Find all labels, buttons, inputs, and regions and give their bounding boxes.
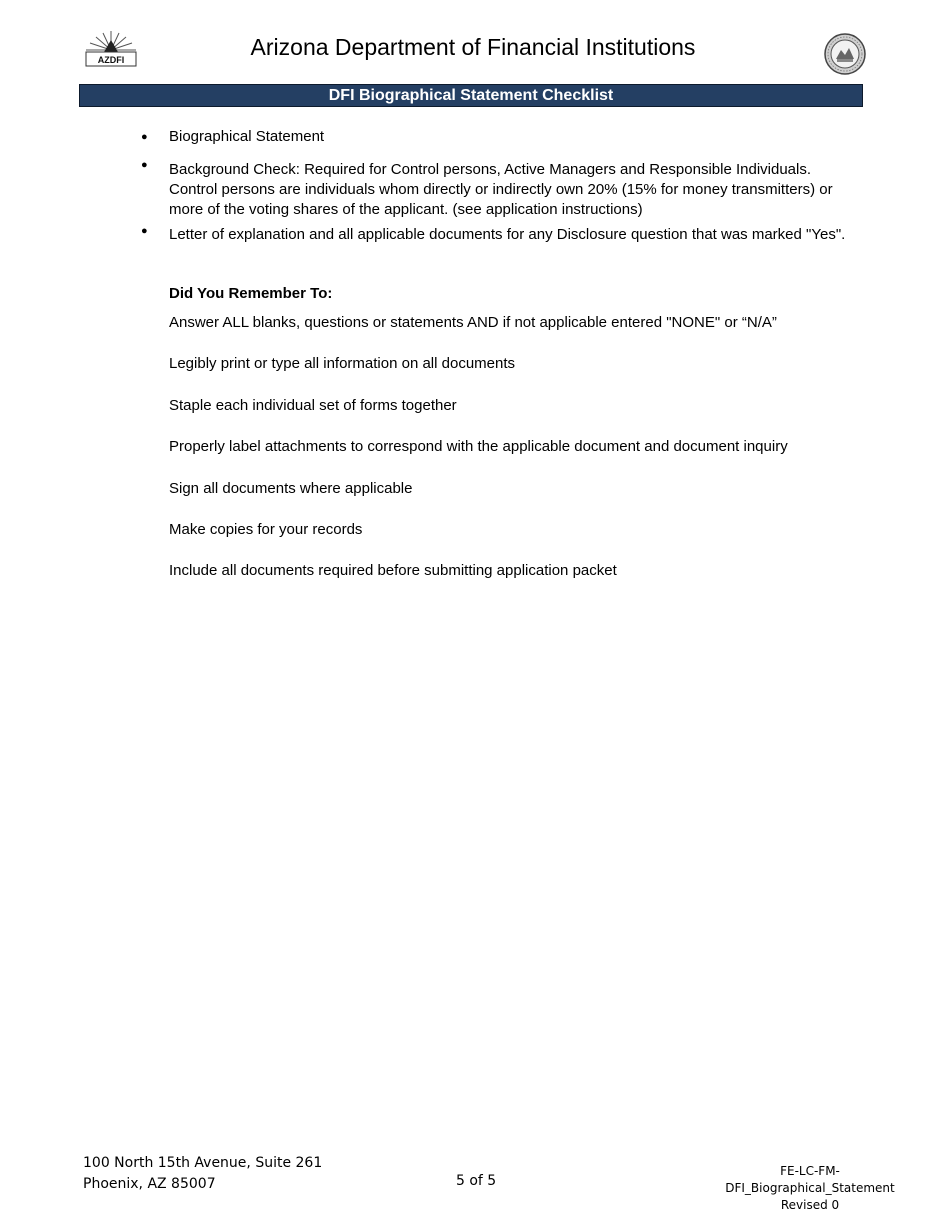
bullet-icon: ● (141, 131, 148, 143)
remember-item: Properly label attachments to correspond with the applicable document and document inquiry (169, 438, 788, 455)
state-seal-icon (824, 33, 866, 75)
address-line-2: Phoenix, AZ 85007 (83, 1176, 216, 1192)
remember-heading: Did You Remember To: (169, 285, 333, 302)
remember-item: Answer ALL blanks, questions or statements AND if not applicable entered "NONE" or “N/A” (169, 314, 777, 331)
checklist-banner: DFI Biographical Statement Checklist (79, 84, 863, 107)
bullet-icon: ● (141, 159, 148, 171)
address-line-1: 100 North 15th Avenue, Suite 261 (83, 1155, 323, 1171)
remember-item: Staple each individual set of forms together (169, 397, 457, 414)
form-revision: Revised 0 (780, 1198, 840, 1212)
page-number: 5 of 5 (456, 1173, 497, 1189)
footer-form-info (700, 1163, 920, 1214)
remember-item: Sign all documents where applicable (169, 480, 413, 497)
checklist-item-biographical-statement: Biographical Statement (169, 128, 325, 145)
logo-text: AZDFI (97, 55, 125, 65)
form-id: FE-LC-FM-DFI_Biographical_Statement (725, 1164, 895, 1195)
checklist-item-background-check: Background Check: Required for Control persons, Active Managers and Responsible Individuals. Control persons are individuals whom directly or indirectly own 20% (15% for money transmitters) or more of the voting shares of the applicant. (see application instructions) (169, 161, 833, 218)
bullet-icon: ● (141, 225, 148, 237)
page-title: Arizona Department of Financial Institutions (250, 34, 696, 60)
checklist-item-letter-of-explanation: Letter of explanation and all applicable documents for any Disclosure question that was marked "Yes". (169, 226, 846, 243)
footer-address (83, 1153, 322, 1195)
remember-item: Legibly print or type all information on all documents (169, 355, 516, 372)
remember-item: Make copies for your records (169, 521, 363, 538)
remember-item: Include all documents required before submitting application packet (169, 562, 617, 579)
